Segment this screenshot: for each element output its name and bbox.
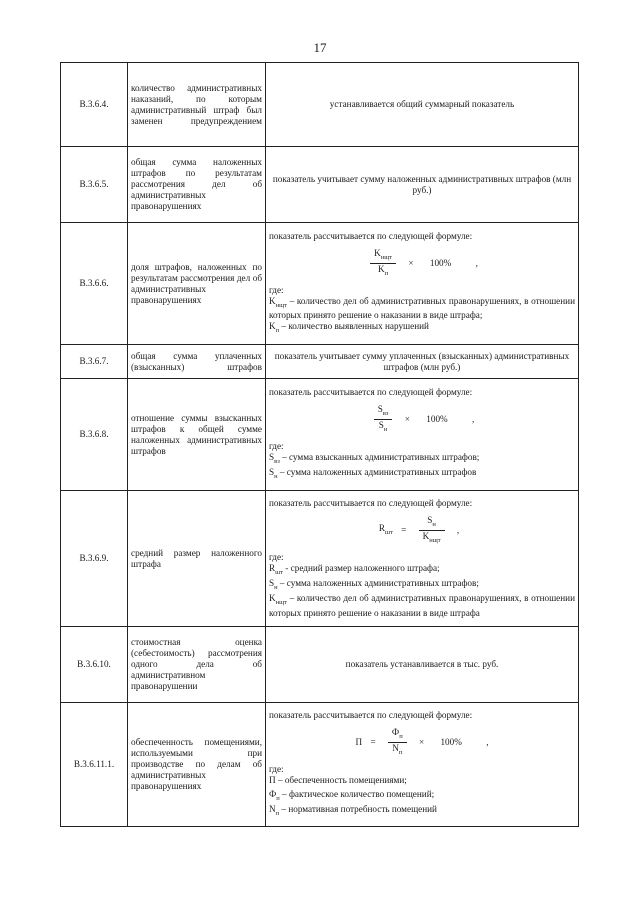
formula-fraction: $\frac{Ф_п}{N_п}$ <box>388 727 407 758</box>
formula-intro: показатель рассчитывается по следующей формуле: <box>269 498 473 509</box>
percent-value: 100% <box>426 414 448 425</box>
formula-fraction: $\frac{S_н}{K_{нщт}}$ <box>419 515 445 546</box>
indicators-table <box>60 62 579 827</box>
table-row <box>61 223 579 345</box>
where-label: где: <box>269 763 284 774</box>
multiply-sign: × <box>408 257 414 268</box>
table-row <box>61 627 579 703</box>
where-label: где: <box>269 441 284 451</box>
row-description: устанавливается общий суммарный показатель <box>266 63 579 147</box>
row-name: общая сумма наложенных штрафов по результатам рассмотрения дел об административных правонарушениях <box>128 147 266 223</box>
row-code: В.3.6.4. <box>61 63 128 147</box>
row-description: показатель устанавливается в тыс. руб. <box>266 627 579 703</box>
row-description <box>266 379 579 491</box>
where-label: где: <box>269 552 284 563</box>
definition: $S_н$ – сумма наложенных административных штрафов <box>269 466 477 480</box>
row-description: показатель учитывает сумму наложенных административных штрафов (млн руб.) <box>266 147 579 223</box>
row-name: доля штрафов, наложенных по результатам рассмотрения дел об административных правонарушениях <box>128 223 266 345</box>
definition: $S_{вз}$ – сумма взысканных административных штрафов; <box>269 452 480 465</box>
formula: $\frac{S_{вз}}{S_н}$ × 100% , <box>269 404 575 435</box>
where-label: где: <box>269 284 284 295</box>
definition: $K_{нщт}$ – количество дел об административных правонарушениях, в отношении которых принято решение о наказании в виде штрафа <box>269 592 575 618</box>
percent-value: 100% <box>429 257 452 268</box>
row-description <box>266 223 579 345</box>
row-name: средний размер наложенного штрафа <box>128 491 266 627</box>
table-row <box>61 703 579 827</box>
formula-lhs: $R_{шт}$ <box>378 523 393 537</box>
table-row <box>61 147 579 223</box>
formula: П = $\frac{Ф_п}{N_п}$ × 100% , <box>355 726 489 756</box>
row-code: В.3.6.6. <box>61 223 128 345</box>
row-description <box>266 491 579 627</box>
table-row <box>61 491 579 627</box>
row-code: В.3.6.7. <box>61 345 128 379</box>
definition: $K_{нщт}$ – количество дел об административных правонарушениях, в отношении которых принято решение о наказании в виде штрафа; <box>269 295 575 321</box>
percent-value: 100% <box>440 736 462 747</box>
formula-intro: показатель рассчитывается по следующей формуле: <box>269 709 473 720</box>
row-name: обеспеченность помещениями, используемыми при производстве по делам об административных правонарушениях <box>128 703 266 827</box>
definition: $R_{шт}$ - средний размер наложенного штрафа; <box>269 563 440 576</box>
definition: $Ф_п$ – фактическое количество помещений; <box>269 789 435 803</box>
formula-lhs: П <box>355 736 363 747</box>
row-name: стоимостная оценка (себестоимость) рассмотрения одного дела об административном правонарушении <box>128 627 266 703</box>
formula-fraction: $\frac{K_{нщт}}{K_п}$ <box>370 248 396 279</box>
row-code: В.3.6.9. <box>61 491 128 627</box>
definition: $N_п$ – нормативная потребность помещений <box>269 804 437 818</box>
formula-intro: показатель рассчитывается по следующей формуле: <box>269 387 473 398</box>
row-description <box>266 703 579 827</box>
table-row <box>61 345 579 379</box>
formula-fraction: $\frac{S_{вз}}{S_н}$ <box>374 404 393 435</box>
row-code: В.3.6.5. <box>61 147 128 223</box>
equals-sign: = <box>370 736 376 747</box>
table-row <box>61 63 579 147</box>
formula-intro: показатель рассчитывается по следующей формуле: <box>269 230 473 241</box>
multiply-sign: × <box>418 736 425 747</box>
definition: $K_п$ – количество выявленных нарушений <box>269 321 429 335</box>
row-name: количество административных наказаний, по которым административный штраф был заменен предупреждением <box>128 63 266 147</box>
equals-sign: = <box>401 525 407 536</box>
row-code: В.3.6.11.1. <box>61 703 128 827</box>
formula: $R_{шт}$ = $\frac{S_н}{K_{нщт}}$ , <box>378 515 460 545</box>
definition: П – обеспеченность помещениями; <box>269 774 407 785</box>
row-description: показатель учитывает сумму уплаченных (взысканных) административных штрафов (млн руб.) <box>266 345 579 379</box>
multiply-sign: × <box>404 414 410 425</box>
formula: $\frac{K_{нщт}}{K_п}$ × 100% , <box>269 248 575 279</box>
page-number: 17 <box>313 40 327 55</box>
row-code: В.3.6.8. <box>61 379 128 491</box>
table-row <box>61 379 579 491</box>
row-code: В.3.6.10. <box>61 627 128 703</box>
definition: $S_н$ – сумма наложенных административных штрафов; <box>269 577 479 591</box>
row-name: общая сумма уплаченных (взысканных) штрафов <box>128 345 266 379</box>
row-name: отношение суммы взысканных штрафов к общей сумме наложенных административных штрафов <box>128 379 266 491</box>
